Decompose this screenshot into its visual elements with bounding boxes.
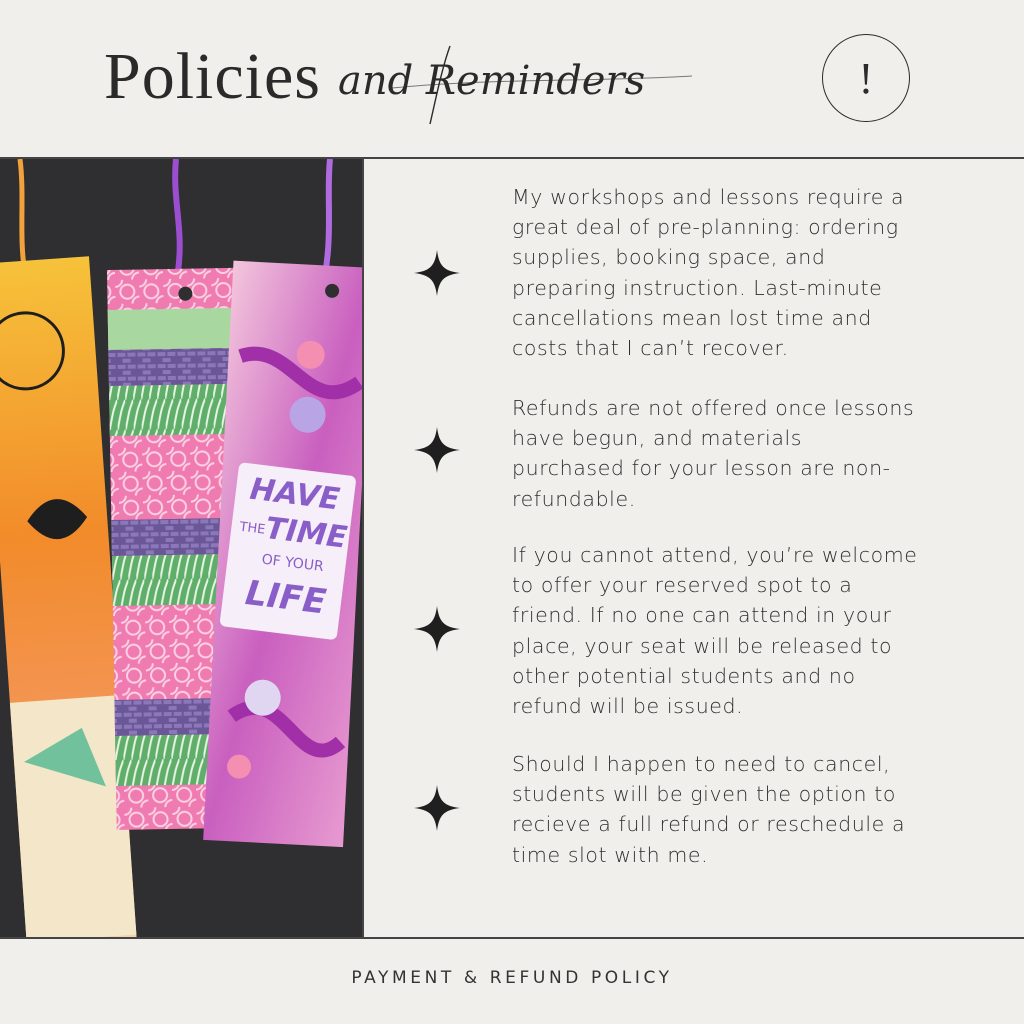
script-subtitle bbox=[332, 28, 712, 128]
policy-text: Refunds are not offered once lessons have begun, and materials purchased for your lesson are non- refundable. bbox=[512, 396, 915, 511]
policy-list bbox=[364, 159, 1024, 937]
bookmark-word-time: TIME bbox=[263, 510, 350, 556]
bookmarks-illustration bbox=[0, 159, 362, 937]
page-header bbox=[0, 0, 1024, 158]
script-subtitle-text: and Reminders bbox=[338, 58, 646, 104]
alert-icon bbox=[822, 34, 910, 122]
sparkle-icon bbox=[412, 248, 462, 298]
alert-symbol: ! bbox=[858, 53, 874, 103]
bottom-divider bbox=[0, 937, 1024, 939]
bookmark-words-of-your: OF YOUR bbox=[260, 551, 325, 576]
policy-text: If you cannot attend, you’re welcome to offer your reserved spot to a friend. If no one can attend in your place, your seat will be released to other potential students and no refund will be issued. bbox=[512, 543, 918, 719]
bookmark-word-life: LIFE bbox=[243, 572, 329, 623]
sparkle-icon bbox=[412, 783, 462, 833]
policy-text: My workshops and lessons require a great deal of pre-planning: ordering supplies, booking space, and preparing instruction. Last-minute cancellations mean lost time and costs that I can’t recover. bbox=[512, 185, 905, 361]
policy-text: Should I happen to need to cancel, students will be given the option to recieve a full refund or reschedule a time slot with me. bbox=[512, 752, 906, 867]
footer-label: PAYMENT & REFUND POLICY bbox=[351, 968, 673, 988]
page-title: Policies bbox=[104, 40, 321, 113]
sparkle-icon bbox=[412, 425, 462, 475]
bookmarks-photo bbox=[0, 159, 362, 937]
bookmark-word-the: THE bbox=[238, 519, 267, 538]
sparkle-icon bbox=[412, 604, 462, 654]
bookmark-word-have: HAVE bbox=[248, 471, 342, 518]
